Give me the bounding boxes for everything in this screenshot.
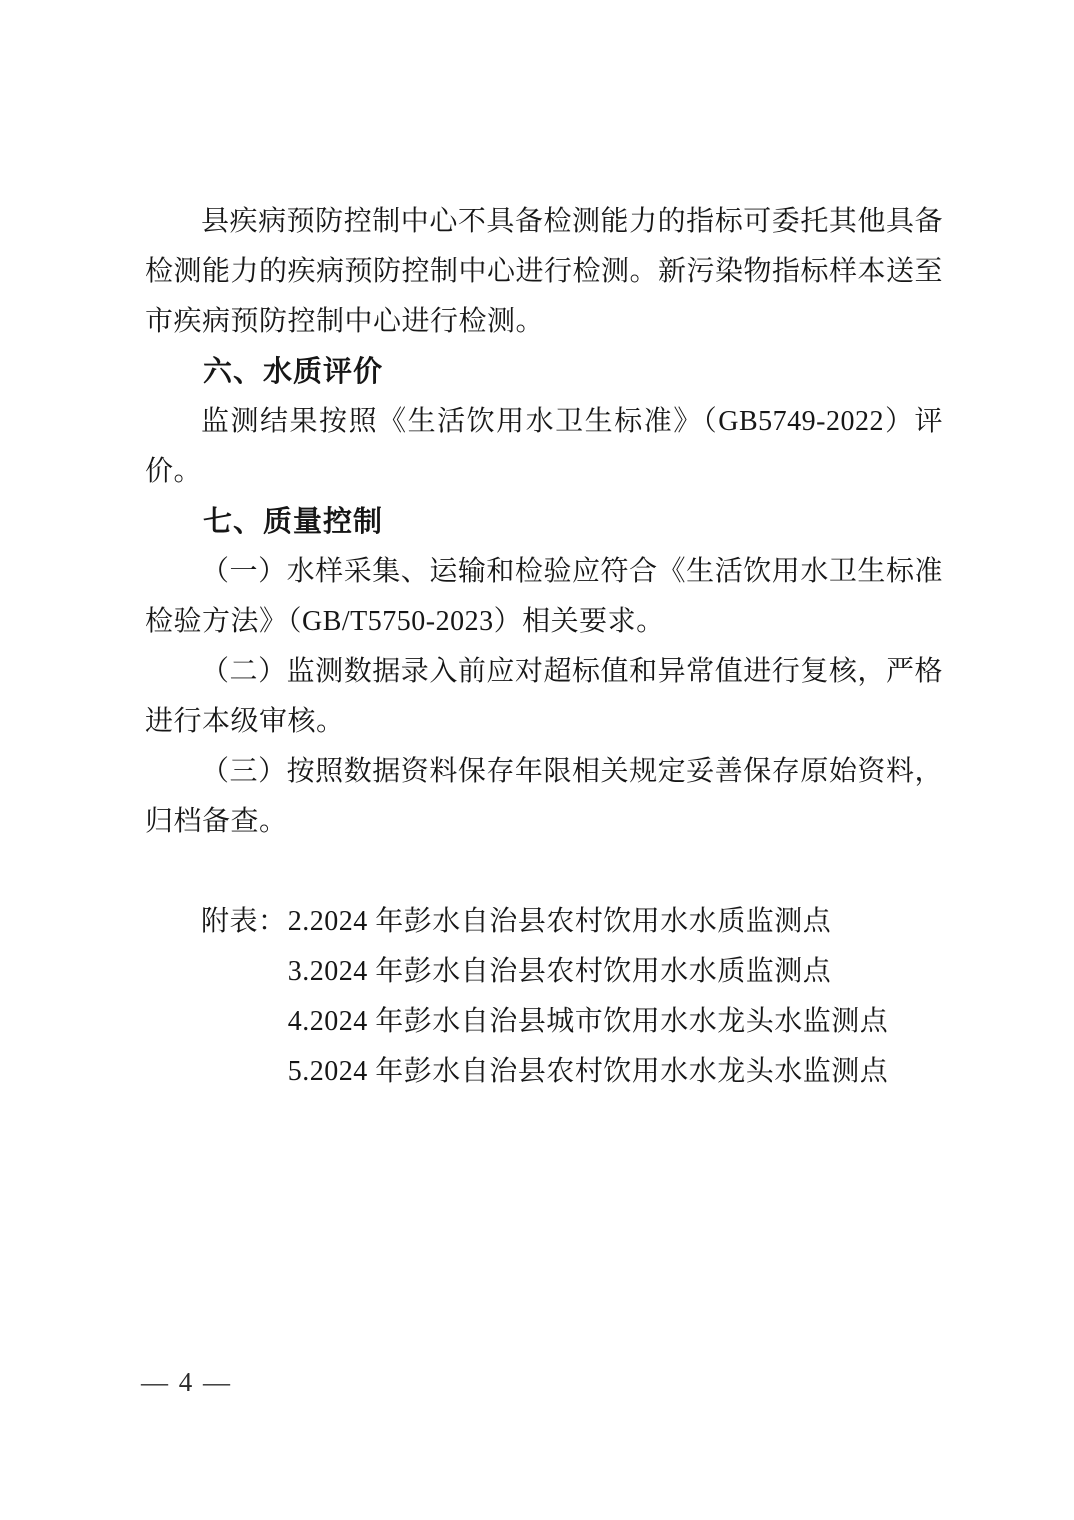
paragraph-qc-item-3: （三）按照数据资料保存年限相关规定妥善保存原始资料，归档备查。 xyxy=(145,756,943,837)
appendix-item-5 xyxy=(201,1047,943,1097)
appendix-item-3 xyxy=(201,947,943,997)
appendix-item-4 xyxy=(201,997,943,1047)
paragraph-testing-delegation: 县疾病预防控制中心不具备检测能力的指标可委托其他具备检测能力的疾病预防控制中心进行检测。新污染物指标样本送至市疾病预防控制中心进行检测。 xyxy=(145,206,944,337)
section-heading-water-quality-evaluation: 六、水质评价 xyxy=(203,356,384,388)
appendix-label: 附表： xyxy=(201,906,287,937)
appendix-item-text: 4.2024 年彭水自治县城市饮用水水龙头水监测点 xyxy=(287,1006,889,1037)
paragraph-qc-item-1: （一）水样采集、运输和检验应符合《生活饮用水卫生标准检验方法》（GB/T5750-2023）相关要求。 xyxy=(145,556,943,637)
section-heading-quality-control: 七、质量控制 xyxy=(203,506,384,538)
paragraph-qc-item-2: （二）监测数据录入前应对超标值和异常值进行复核，严格进行本级审核。 xyxy=(145,656,943,737)
paragraph-evaluation-standard: 监测结果按照《生活饮用水卫生标准》（GB5749-2022）评价。 xyxy=(145,406,943,487)
document-content xyxy=(145,197,943,1097)
page-footer xyxy=(141,1358,232,1406)
appendix-item-text: 5.2024 年彭水自治县农村饮用水水龙头水监测点 xyxy=(287,1056,889,1087)
appendix-item-text: 2.2024 年彭水自治县农村饮用水水质监测点 xyxy=(287,906,832,937)
appendix-item-text: 3.2024 年彭水自治县农村饮用水水质监测点 xyxy=(287,956,832,987)
page-number: — 4 — xyxy=(141,1367,232,1397)
appendix-list xyxy=(145,897,943,1097)
appendix-item-2 xyxy=(201,897,943,947)
